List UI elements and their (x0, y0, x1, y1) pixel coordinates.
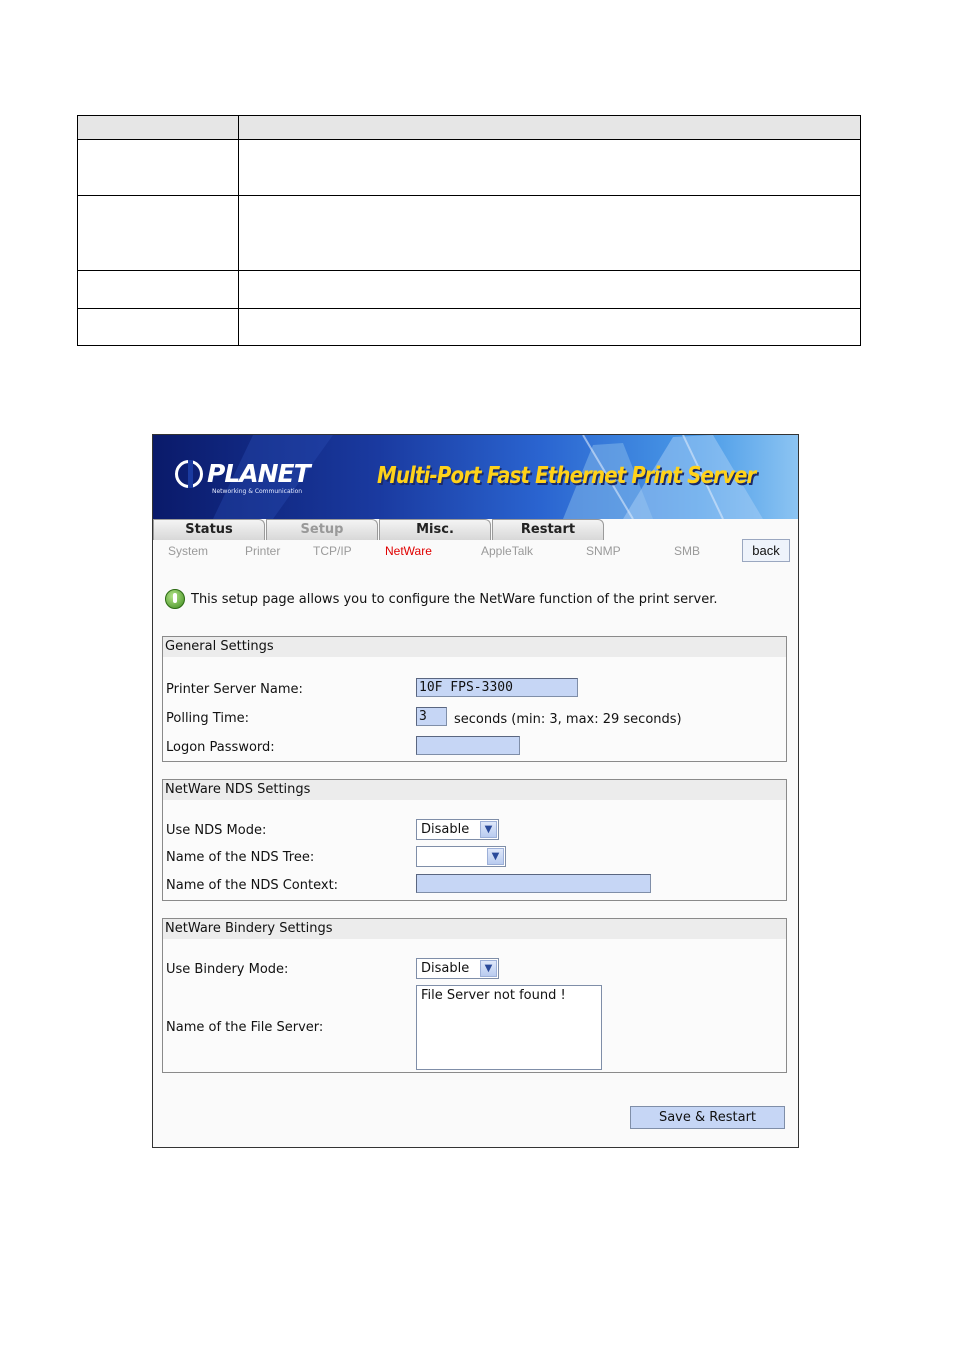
setup-subnav (153, 540, 798, 564)
subnav-netware[interactable]: NetWare (385, 544, 432, 558)
nds-mode-value: Disable (421, 822, 470, 837)
tab-setup[interactable]: Setup (266, 519, 378, 540)
nds-context-label: Name of the NDS Context: (166, 878, 339, 893)
nds-context-input[interactable] (416, 874, 651, 893)
bindery-mode-label: Use Bindery Mode: (166, 962, 289, 977)
nds-tree-select[interactable] (416, 846, 506, 867)
server-name-label: Printer Server Name: (166, 682, 303, 697)
tab-status[interactable]: Status (153, 519, 265, 540)
bindery-settings-section (162, 918, 787, 1073)
subnav-printer[interactable]: Printer (245, 544, 281, 558)
logo-text: PLANET (207, 459, 310, 488)
intro-message (165, 589, 717, 609)
tab-restart[interactable]: Restart (492, 519, 604, 540)
logon-password-label: Logon Password: (166, 740, 275, 755)
bindery-mode-value: Disable (421, 961, 470, 976)
subnav-smb[interactable]: SMB (674, 544, 701, 558)
subnav-system[interactable]: System (168, 544, 209, 558)
polling-time-input[interactable]: 3 (416, 707, 447, 726)
nds-mode-select[interactable] (416, 819, 499, 840)
table-row (78, 140, 861, 196)
file-server-listbox[interactable] (416, 985, 602, 1070)
bindery-mode-select[interactable] (416, 958, 499, 979)
banner (153, 435, 798, 519)
tab-misc[interactable]: Misc. (379, 519, 491, 540)
nds-settings-section (162, 779, 787, 901)
section-title: NetWare Bindery Settings (163, 919, 786, 939)
subnav-snmp[interactable]: SNMP (586, 544, 621, 558)
logon-password-input[interactable] (416, 736, 520, 755)
nds-tree-label: Name of the NDS Tree: (166, 850, 315, 865)
polling-time-hint: seconds (min: 3, max: 29 seconds) (454, 712, 682, 727)
section-title: General Settings (163, 637, 786, 657)
product-title: Multi-Port Fast Ethernet Print Server (377, 463, 756, 489)
planet-logo-icon (175, 460, 203, 488)
main-tabs (153, 519, 798, 540)
print-server-window (152, 434, 799, 1148)
general-settings-section (162, 636, 787, 762)
table-row (78, 271, 861, 309)
logo-subtitle: Networking & Communication (212, 488, 303, 495)
chevron-down-icon[interactable]: ▼ (487, 848, 504, 865)
subnav-appletalk[interactable]: AppleTalk (481, 544, 534, 558)
chevron-down-icon[interactable]: ▼ (480, 821, 497, 838)
table-row (78, 196, 861, 271)
file-server-label: Name of the File Server: (166, 1020, 324, 1035)
table-row (78, 309, 861, 346)
section-title: NetWare NDS Settings (163, 780, 786, 800)
server-name-input[interactable]: 10F FPS-3300 (416, 678, 578, 697)
nds-mode-label: Use NDS Mode: (166, 823, 267, 838)
intro-text: This setup page allows you to configure the NetWare function of the print server. (191, 591, 718, 607)
list-item[interactable]: File Server not found ! (421, 988, 566, 1003)
info-icon (165, 589, 185, 609)
back-button[interactable]: back (742, 539, 790, 562)
chevron-down-icon[interactable]: ▼ (480, 960, 497, 977)
document-table (77, 115, 861, 346)
subnav-tcpip[interactable]: TCP/IP (313, 544, 352, 558)
planet-logo (175, 459, 310, 488)
table-header-row (78, 116, 861, 140)
polling-time-label: Polling Time: (166, 711, 249, 726)
save-restart-button[interactable]: Save & Restart (630, 1106, 785, 1129)
